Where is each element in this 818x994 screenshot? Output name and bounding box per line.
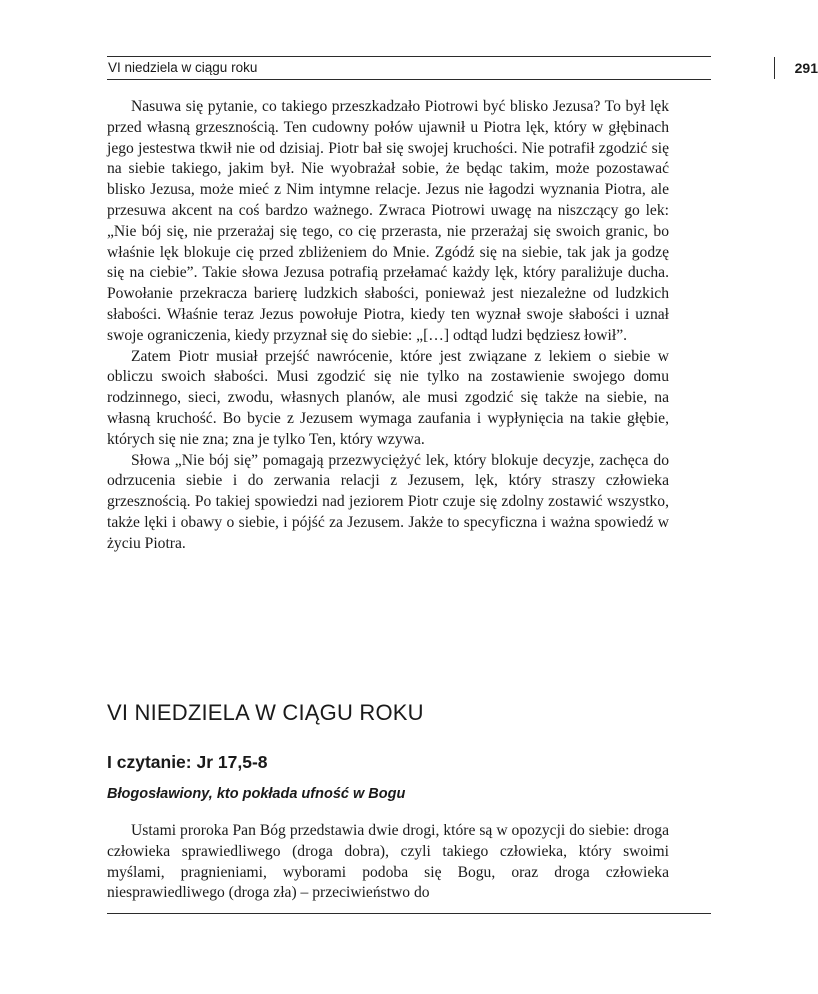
reading-subtitle: Błogosławiony, kto pokłada ufność w Bogu — [107, 786, 406, 802]
running-title: VI niedziela w ciągu roku — [108, 60, 258, 75]
paragraph-1: Nasuwa się pytanie, co takiego przeszkadzało Piotrowi być blisko Jezusa? To był lęk przed własną grzesznością. Ten cudowny połów ujawnił u Piotra lęk, który w głębinach jego jestestwa tkwił nie od dzisiaj. Piotr bał się swojej kruchości. Nie potrafił zgodzić się na siebie takiego, jakim był. Nie wyobrażał sobie, że będąc takim, może pozostawać blisko Jezusa, może mieć z Nim intymne relacje. Jezus nie łagodzi wyznania Piotra, ale przesuwa akcent na coś bardzo ważnego. Zwraca Piotrowi uwagę na niszczący go lek: „Nie bój się, nie przerażaj się tego, co cię przerasta, nie przerażaj się swoich granic, bo właśnie lęk blokuje cię przed zbliżeniem do Mnie. Zgódź się na siebie, tak jak ja godzę się na ciebie”. Takie słowa Jezusa potrafią przełamać każdy lęk, który paraliżuje ducha. Powołanie przekracza barierę ludzkich słabości, ponieważ jest niezależne od ludzkich słabości. Właśnie teraz Jezus powołuje Piotra, kiedy ten wyznał swoje słabości i uznał swoje ograniczenia, kiedy przyznał się do siebie: „[…] odtąd ludzi będziesz łowił”. — [107, 98, 669, 344]
header-divider — [774, 57, 775, 79]
reading-heading: I czytanie: Jr 17,5-8 — [107, 752, 268, 772]
body-text-top — [107, 97, 669, 555]
paragraph-4: Ustami proroka Pan Bóg przedstawia dwie drogi, które są w opozycji do siebie: droga człowieka sprawiedliwego (droga dobra), czyli takiego człowieka, który swoimi myślami, pragnieniami, wyborami podoba się Bogu, oraz droga człowieka niesprawiedliwego (droga zła) – przeciwieństwo do — [107, 822, 669, 902]
section-title: VI NIEDZIELA W CIĄGU ROKU — [107, 700, 424, 725]
running-header — [107, 56, 818, 80]
page-number: 291 — [794, 60, 818, 76]
body-text-bottom — [107, 821, 669, 904]
paragraph-3: Słowa „Nie bój się” pomagają przezwyciężyć lek, który blokuje decyzje, zachęca do odrzucenia siebie i do zerwania relacji z Jezusem, lęk, który straszy człowieka grzesznością. Po takiej spowiedzi nad jeziorem Piotr czuje się zdolny zostawić wszystko, także lęki i obawy o siebie, i pójść za Jezusem. Jakże to specyficzna i ważna spowiedź w życiu Piotra. — [107, 451, 669, 552]
footer-rule — [107, 913, 711, 914]
paragraph-2: Zatem Piotr musiał przejść nawrócenie, które jest związane z lekiem o siebie w obliczu swoich słabości. Musi zgodzić się nie tylko na zostawienie swojego domu rodzinnego, sieci, zwodu, własnych planów, ale musi zgodzić się także na siebie, na własną kruchość. Bo bycie z Jezusem wymaga zaufania i wypłynięcia na takie głębie, których się nie zna; zna je tylko Ten, który wzywa. — [107, 347, 669, 448]
